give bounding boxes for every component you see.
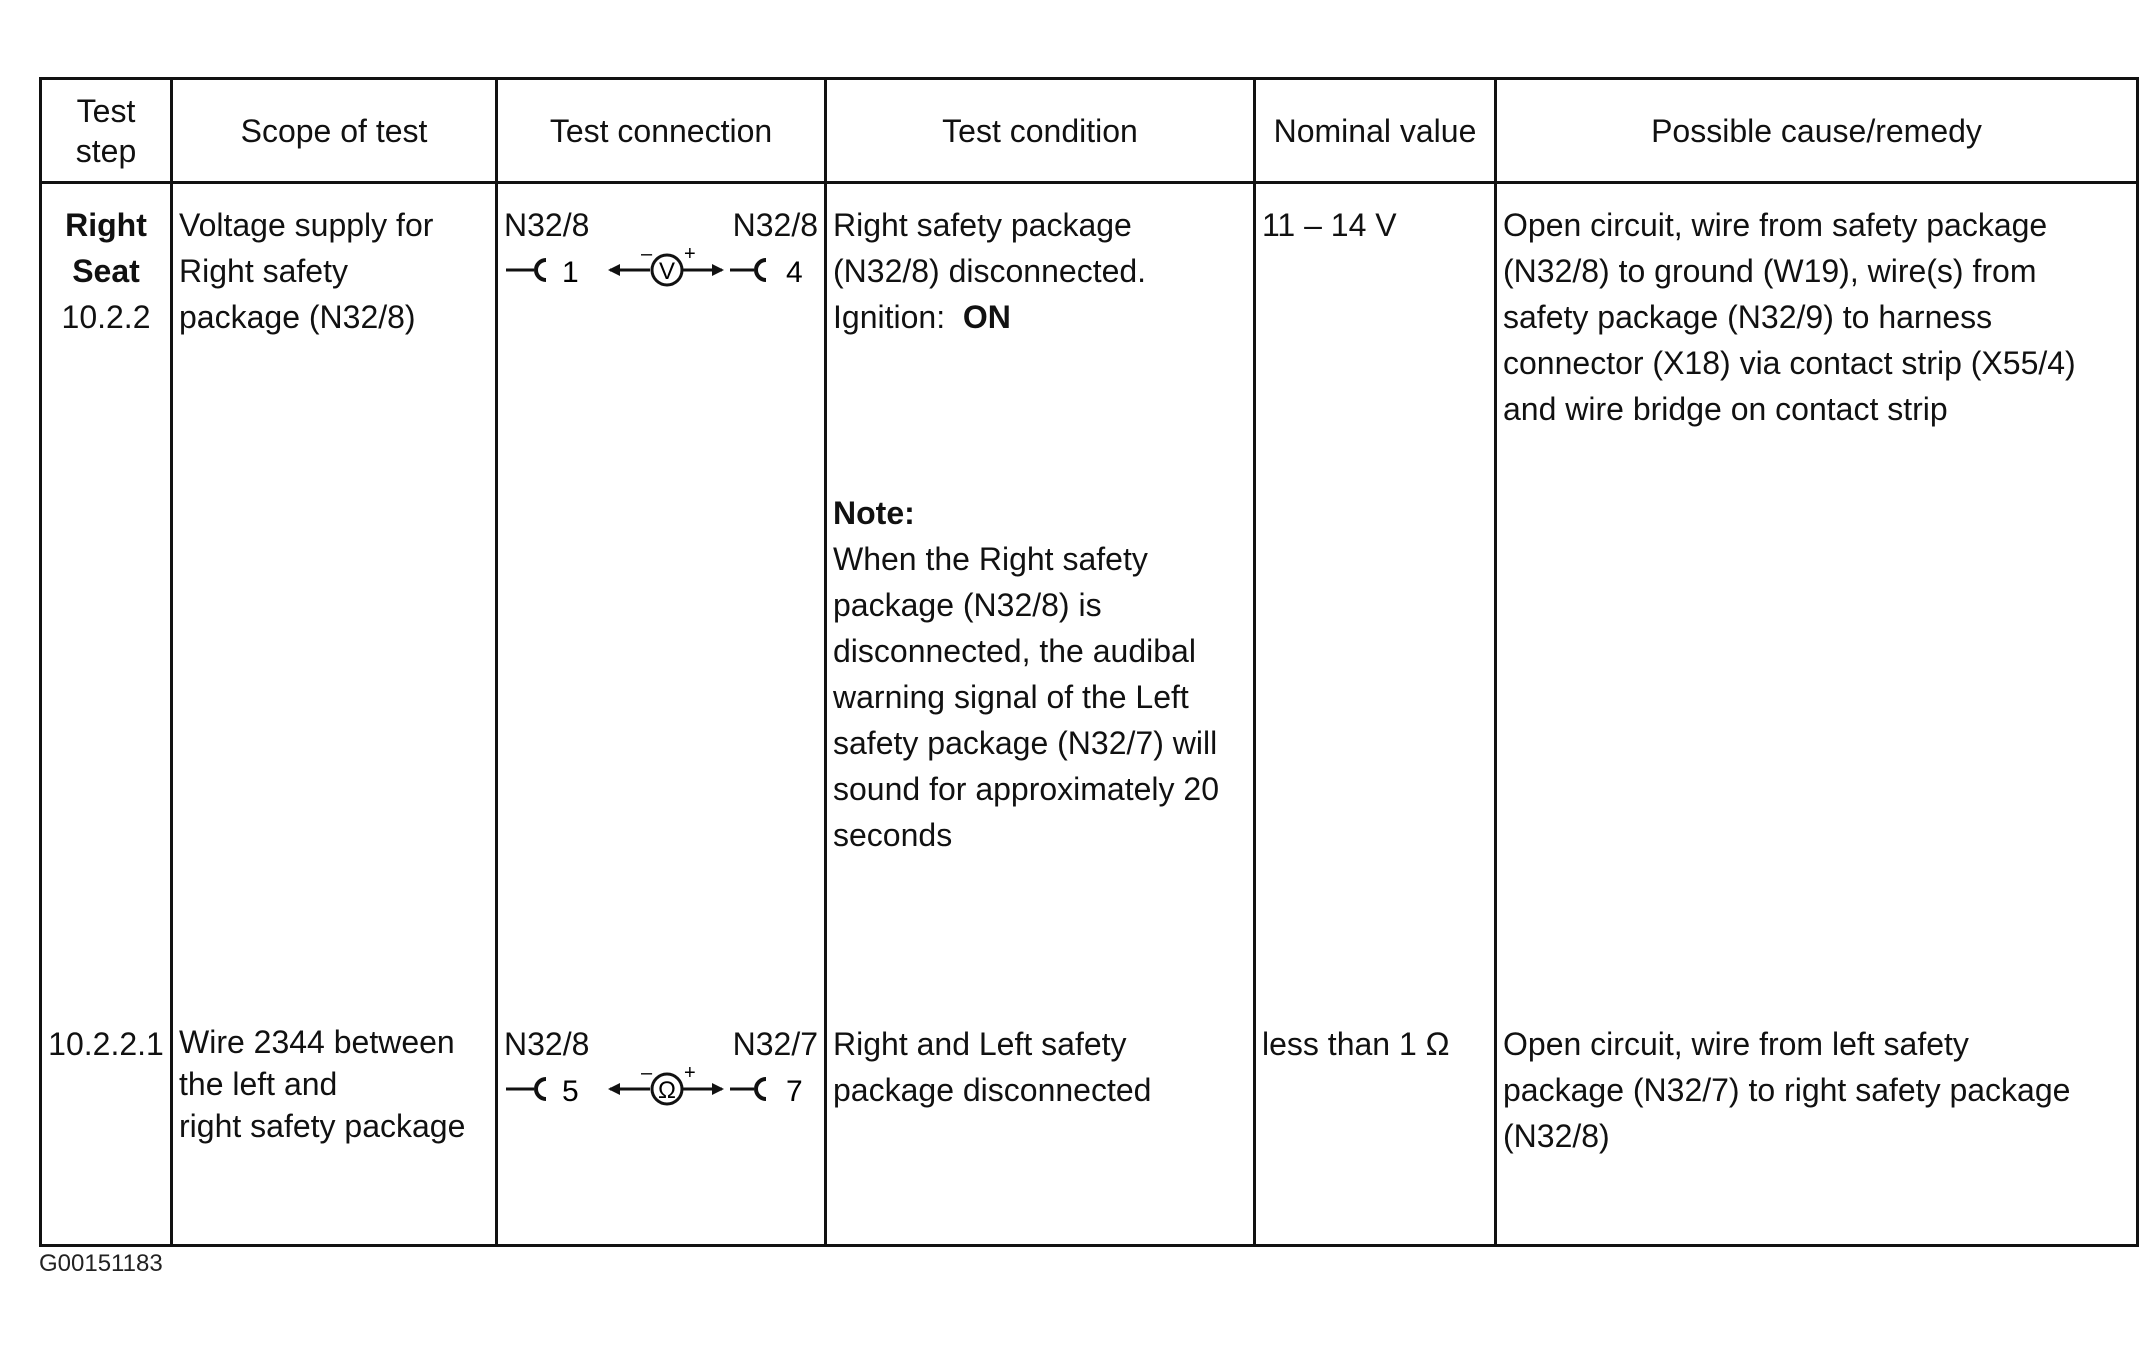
nominal-value: 11 – 14 V (1262, 207, 1397, 243)
svg-text:+: + (684, 1066, 696, 1084)
ignition-value: ON (962, 299, 1011, 335)
meter-symbol: Ω (658, 1076, 676, 1104)
header-possible-cause-remedy: Possible cause/remedy (1496, 79, 2138, 183)
left-connector-label: N32/8 (504, 1025, 590, 1062)
test-step-cell (41, 183, 172, 1021)
remedy-cell (1496, 183, 2138, 1021)
header-scope-of-test: Scope of test (172, 79, 497, 183)
note-text: When the Right safety package (N32/8) is disconnected, the audibal warning signal of the Left safety package (N32/7) will sound for approximately 20 seconds (833, 541, 1219, 853)
ignition-label: Ignition: (833, 299, 946, 335)
table-row (41, 1021, 2138, 1246)
svg-text:–: – (641, 1066, 653, 1084)
nominal-value-cell (1255, 1021, 1496, 1246)
note-title: Note: (833, 495, 915, 531)
connection-cell (497, 1021, 826, 1246)
condition-cell (826, 1021, 1255, 1246)
left-connector-label: N32/8 (504, 207, 590, 243)
group-label: Right Seat (65, 207, 147, 289)
right-connector-label: N32/8 (732, 207, 818, 243)
svg-text:+: + (684, 248, 696, 265)
left-pin-number: 1 (562, 256, 579, 289)
voltmeter-icon (504, 248, 814, 292)
nominal-value-cell (1255, 183, 1496, 1021)
left-pin-number: 5 (562, 1074, 579, 1108)
scope-cell (172, 1021, 497, 1246)
condition-text: Right safety package (N32/8) disconnected. (833, 207, 1147, 289)
connection-cell (497, 183, 826, 1021)
test-connection-diagram (504, 1021, 818, 1111)
svg-text:–: – (641, 248, 653, 265)
condition-cell (826, 183, 1255, 1021)
scope-text: Voltage supply for Right safety package (N32/8) (179, 207, 434, 335)
test-step-cell (41, 1021, 172, 1246)
table-row (41, 183, 2138, 1021)
header-test-connection: Test connection (497, 79, 826, 183)
header-test-step: Test step (41, 79, 172, 183)
condition-text: Right and Left safety package disconnected (833, 1025, 1152, 1108)
scope-cell (172, 183, 497, 1021)
header-nominal-value: Nominal value (1255, 79, 1496, 183)
ohmmeter-icon (504, 1067, 814, 1111)
diagnostic-test-table (39, 77, 2139, 1247)
remedy-cell (1496, 1021, 2138, 1246)
test-step-number: 10.2.2 (61, 299, 151, 335)
scope-text: Wire 2344 between the left and right safety package (179, 1023, 466, 1144)
test-step-number: 10.2.2.1 (48, 1025, 164, 1062)
right-connector-label: N32/7 (732, 1025, 818, 1062)
remedy-text: Open circuit, wire from safety package (N32/8) to ground (W19), wire(s) from safety package (N32/9) to harness connector (X18) via contact strip (X55/4) and wire bridge on contact strip (1503, 207, 2076, 427)
nominal-value: less than 1 Ω (1262, 1025, 1450, 1062)
meter-symbol: V (658, 258, 676, 285)
test-connection-diagram (504, 202, 818, 292)
table-header-row (41, 79, 2138, 183)
right-pin-number: 7 (786, 1074, 803, 1108)
header-test-condition: Test condition (826, 79, 1255, 183)
right-pin-number: 4 (786, 256, 803, 289)
remedy-text: Open circuit, wire from left safety package (N32/7) to right safety package (N32/8) (1503, 1025, 2071, 1154)
figure-id: G00151183 (39, 1250, 163, 1277)
